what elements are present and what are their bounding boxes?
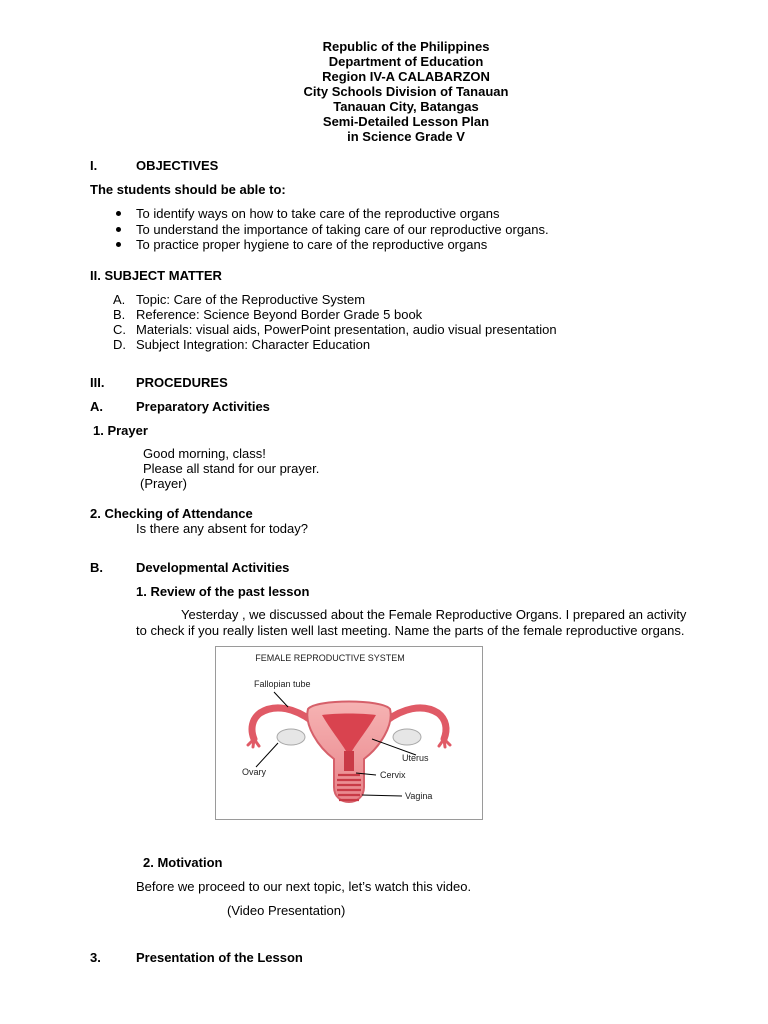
procedures-number: III. — [90, 375, 105, 390]
video-line: (Video Presentation) — [227, 903, 346, 918]
prayer-title: 1. Prayer — [93, 423, 148, 438]
subject-letter: A. — [113, 292, 126, 307]
attendance-title: 2. Checking of Attendance — [90, 506, 253, 521]
subject-item: Reference: Science Beyond Border Grade 5 book — [136, 307, 423, 322]
presentation-number: 3. — [90, 950, 101, 965]
right-ovary — [393, 729, 421, 745]
prep-letter: A. — [90, 399, 103, 414]
header-line-5: Tanauan City, Batangas — [333, 99, 479, 114]
bullet-icon — [116, 242, 121, 247]
female-reproductive-diagram — [215, 646, 483, 820]
subject-matter-title: II. SUBJECT MATTER — [90, 268, 222, 283]
review-line-2: to check if you really listen well last meeting. Name the parts of the female reproductive organs. — [136, 623, 685, 638]
header-line-6: Semi-Detailed Lesson Plan — [322, 114, 490, 129]
objective-item: To practice proper hygiene to care of the reproductive organs — [136, 237, 488, 252]
dev-title: Developmental Activities — [136, 560, 290, 575]
left-ovary — [277, 729, 305, 745]
label-cervix: Cervix — [380, 770, 406, 780]
procedures-title: PROCEDURES — [136, 375, 228, 390]
presentation-title: Presentation of the Lesson — [136, 950, 303, 965]
subject-item: Topic: Care of the Reproductive System — [136, 292, 366, 307]
reproductive-system-illustration — [216, 647, 482, 819]
label-ovary: Ovary — [242, 767, 267, 777]
bullet-icon — [116, 227, 121, 232]
label-fallopian-tube: Fallopian tube — [254, 679, 311, 689]
bullet-icon — [116, 211, 121, 216]
header-line-4: City Schools Division of Tanauan — [303, 84, 509, 99]
objective-item: To identify ways on how to take care of the reproductive organs — [136, 206, 500, 221]
subject-letter: D. — [113, 337, 126, 352]
prayer-line: Please all stand for our prayer. — [143, 461, 320, 476]
left-fimbriae — [248, 739, 259, 747]
dev-letter: B. — [90, 560, 103, 575]
prayer-line: (Prayer) — [140, 476, 187, 491]
cervix — [344, 751, 354, 771]
subject-item: Materials: visual aids, PowerPoint presentation, audio visual presentation — [136, 322, 557, 337]
objectives-number: I. — [90, 158, 98, 173]
objectives-title: OBJECTIVES — [136, 158, 219, 173]
header-line-1: Republic of the Philippines — [322, 39, 490, 54]
header-line-2: Department of Education — [328, 54, 484, 69]
subject-letter: B. — [113, 307, 126, 322]
review-title: 1. Review of the past lesson — [136, 584, 310, 599]
objectives-intro: The students should be able to: — [90, 182, 286, 197]
subject-letter: C. — [113, 322, 126, 337]
subject-item: Subject Integration: Character Education — [136, 337, 371, 352]
motivation-title: 2. Motivation — [143, 855, 223, 870]
label-vagina: Vagina — [405, 791, 433, 801]
header-line-7: in Science Grade V — [347, 129, 465, 144]
motivation-line: Before we proceed to our next topic, let’s watch this video. — [136, 879, 472, 894]
attendance-line: Is there any absent for today? — [136, 521, 308, 536]
objective-item: To understand the importance of taking care of our reproductive organs. — [136, 222, 549, 237]
vagina-leader — [362, 795, 402, 796]
header-line-3: Region IV-A CALABARZON — [322, 69, 490, 84]
prep-title: Preparatory Activities — [136, 399, 270, 414]
prayer-line: Good morning, class! — [143, 446, 266, 461]
right-fimbriae — [439, 739, 450, 747]
label-uterus: Uterus — [402, 753, 429, 763]
review-line-1: Yesterday , we discussed about the Female Reproductive Organs. I prepared an activity — [181, 607, 687, 622]
diagram-title: FEMALE REPRODUCTIVE SYSTEM — [255, 653, 405, 663]
